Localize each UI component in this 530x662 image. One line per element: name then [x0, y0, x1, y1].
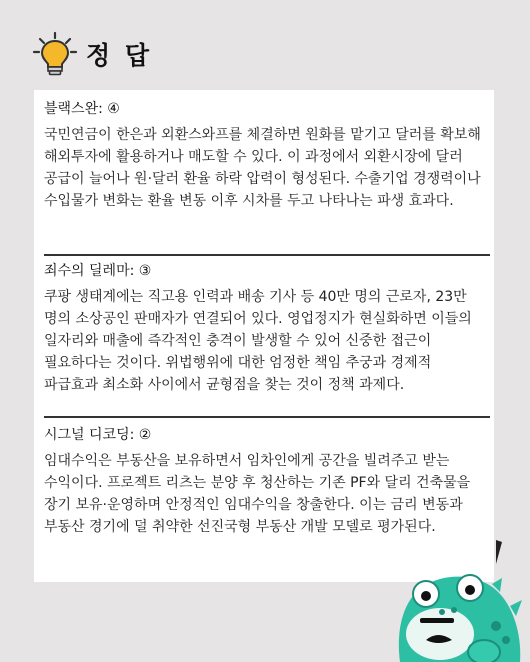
- section-body: 쿠팡 생태계에는 직고용 인력과 배송 기사 등 40만 명의 근로자, 23만 명의 소상공인 판매자가 연결되어 있다. 영업정지가 현실화하면 이들의 일자리와 매출에 즉각적인 충격이 발생할 수 있어 신중한 접근이 필요하다는 것이다. 위법행위에 대한 엄정한 책임 추궁과 경제적 파급효과 최소화 사이에서 균형점을 찾는 것이 정책 과제다.: [44, 289, 472, 393]
- page-title: 정 답: [86, 41, 153, 70]
- section-heading: 시그널 디코딩: ②: [44, 427, 152, 443]
- section-heading: 죄수의 딜레마: ③: [44, 263, 152, 279]
- dinosaur-mascot: [392, 536, 530, 662]
- divider: [44, 416, 490, 418]
- divider: [44, 254, 490, 256]
- answer-section: [44, 424, 489, 538]
- header: [32, 30, 152, 78]
- section-heading: 블랙스완: ④: [44, 101, 120, 117]
- lightbulb-icon: [32, 31, 78, 77]
- answer-section: [44, 98, 489, 212]
- answer-card: [34, 90, 494, 582]
- section-body: 국민연금이 한은과 외환스와프를 체결하면 원화를 맡기고 달러를 확보해 해외투자에 활용하거나 매도할 수 있다. 이 과정에서 외환시장에 달러 공급이 늘어나 원·달러 환율 하락 압력이 형성된다. 수출기업 경쟁력이나 수입물가 변화는 환율 변동 이후 시차를 두고 나타나는 파생 효과다.: [44, 127, 481, 209]
- section-body: 임대수익은 부동산을 보유하면서 임차인에게 공간을 빌려주고 받는 수익이다. 프로젝트 리츠는 분양 후 청산하는 기존 PF와 달리 건축물을 장기 보유·운영하며 안정적인 임대수익을 창출한다. 이는 금리 변동과 부동산 경기에 덜 취약한 선진국형 부동산 개발 모델로 평가된다.: [44, 453, 471, 535]
- answer-section: [44, 260, 489, 396]
